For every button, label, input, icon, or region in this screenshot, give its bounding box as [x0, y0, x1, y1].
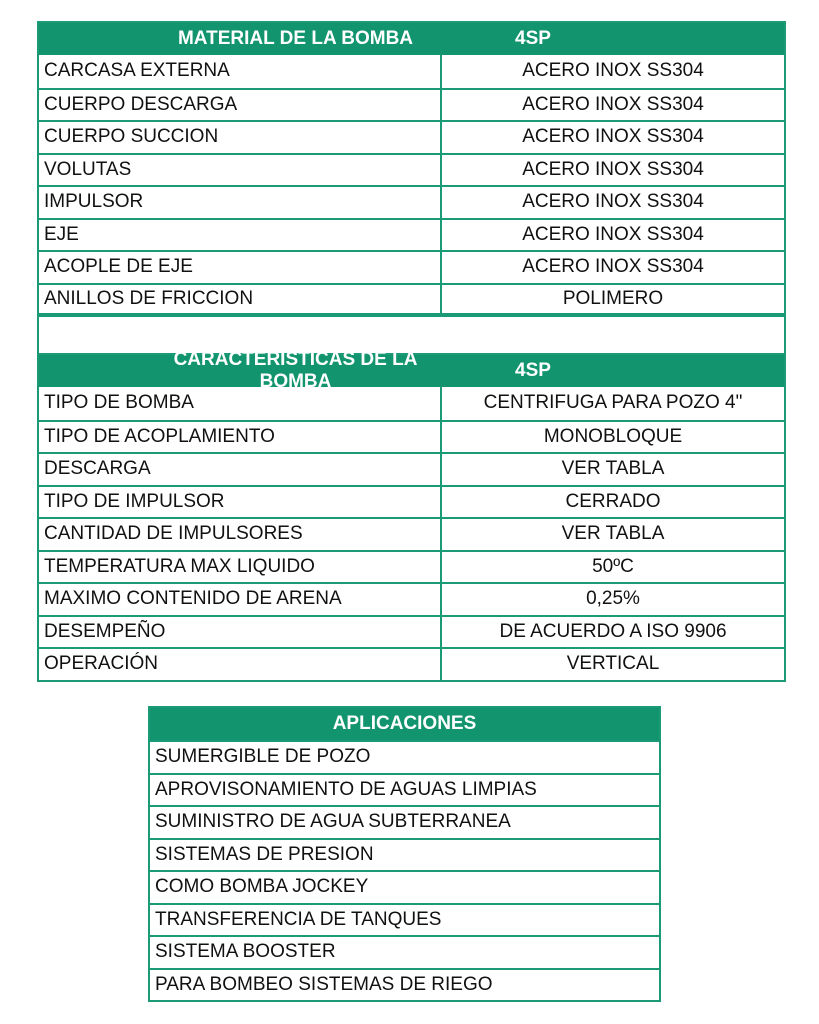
table-row [39, 153, 784, 186]
material-rows [39, 55, 784, 315]
list-item: SISTEMA BOOSTER [150, 935, 659, 968]
row-value: CERRADO [565, 490, 661, 512]
row-label: VOLUTAS [39, 155, 442, 186]
row-label: CUERPO SUCCION [39, 122, 442, 153]
row-label: OPERACIÓN [39, 649, 442, 680]
list-item: APROVISONAMIENTO DE AGUAS LIMPIAS [150, 773, 659, 806]
caracteristicas-table [37, 349, 786, 682]
table-row [39, 485, 784, 518]
table-row [39, 88, 784, 121]
row-label: TIPO DE ACOPLAMIENTO [39, 422, 442, 453]
caracteristicas-header [39, 349, 784, 392]
row-value: VER TABLA [561, 523, 665, 545]
row-label: CANTIDAD DE IMPULSORES [39, 519, 442, 550]
row-label: CARCASA EXTERNA [39, 55, 442, 88]
row-value: ACERO INOX SS304 [522, 93, 704, 115]
row-value: ACERO INOX SS304 [522, 223, 704, 245]
table-row [39, 185, 784, 218]
table-row [39, 582, 784, 615]
table-row [39, 615, 784, 648]
list-item: COMO BOMBA JOCKEY [150, 870, 659, 903]
list-item: SUMERGIBLE DE POZO [150, 740, 659, 773]
row-value: ACERO INOX SS304 [522, 158, 704, 180]
aplicaciones-table [148, 706, 661, 1002]
row-label: TIPO DE IMPULSOR [39, 487, 442, 518]
row-value: ACERO INOX SS304 [522, 60, 704, 82]
table-spacer [37, 317, 786, 353]
material-header-model: 4SP [515, 28, 551, 49]
row-label: CUERPO DESCARGA [39, 90, 442, 121]
row-label: ACOPLE DE EJE [39, 252, 442, 283]
table-row [39, 420, 784, 453]
caracteristicas-header-model: 4SP [515, 360, 551, 381]
caracteristicas-rows [39, 387, 784, 680]
row-label: IMPULSOR [39, 187, 442, 218]
material-header [39, 23, 784, 55]
table-row [39, 55, 784, 88]
table-row [39, 517, 784, 550]
row-label: ANILLOS DE FRICCION [39, 285, 442, 314]
table-row [39, 283, 784, 316]
row-label: EJE [39, 220, 442, 251]
material-table [37, 21, 786, 317]
row-label: MAXIMO CONTENIDO DE ARENA [39, 584, 442, 615]
row-value: ACERO INOX SS304 [522, 126, 704, 148]
list-item: SISTEMAS DE PRESION [150, 838, 659, 871]
row-value: ACERO INOX SS304 [522, 256, 704, 278]
table-row [39, 647, 784, 680]
row-value: 50ºC [592, 555, 634, 577]
list-item: SUMINISTRO DE AGUA SUBTERRANEA [150, 805, 659, 838]
table-row [39, 550, 784, 583]
row-value: ACERO INOX SS304 [522, 191, 704, 213]
row-value: CENTRIFUGA PARA POZO 4" [483, 392, 743, 414]
row-label: TIPO DE BOMBA [39, 387, 442, 420]
caracteristicas-header-title: CARACTERISTICAS DE LA BOMBA [173, 349, 418, 392]
row-value: VER TABLA [561, 458, 665, 480]
row-value: MONOBLOQUE [543, 425, 683, 447]
table-row [39, 387, 784, 420]
aplicaciones-header: APLICACIONES [150, 708, 659, 740]
table-row [39, 452, 784, 485]
table-row [39, 218, 784, 251]
row-value: VERTICAL [566, 653, 660, 675]
row-value: DE ACUERDO A ISO 9906 [499, 620, 727, 642]
row-label: DESCARGA [39, 454, 442, 485]
row-value: POLIMERO [562, 287, 664, 309]
row-label: DESEMPEÑO [39, 617, 442, 648]
list-item: PARA BOMBEO SISTEMAS DE RIEGO [150, 968, 659, 1001]
list-item: TRANSFERENCIA DE TANQUES [150, 903, 659, 936]
table-row [39, 120, 784, 153]
material-header-title: MATERIAL DE LA BOMBA [177, 28, 414, 49]
row-value: 0,25% [586, 588, 640, 610]
row-label: TEMPERATURA MAX LIQUIDO [39, 552, 442, 583]
table-row [39, 250, 784, 283]
